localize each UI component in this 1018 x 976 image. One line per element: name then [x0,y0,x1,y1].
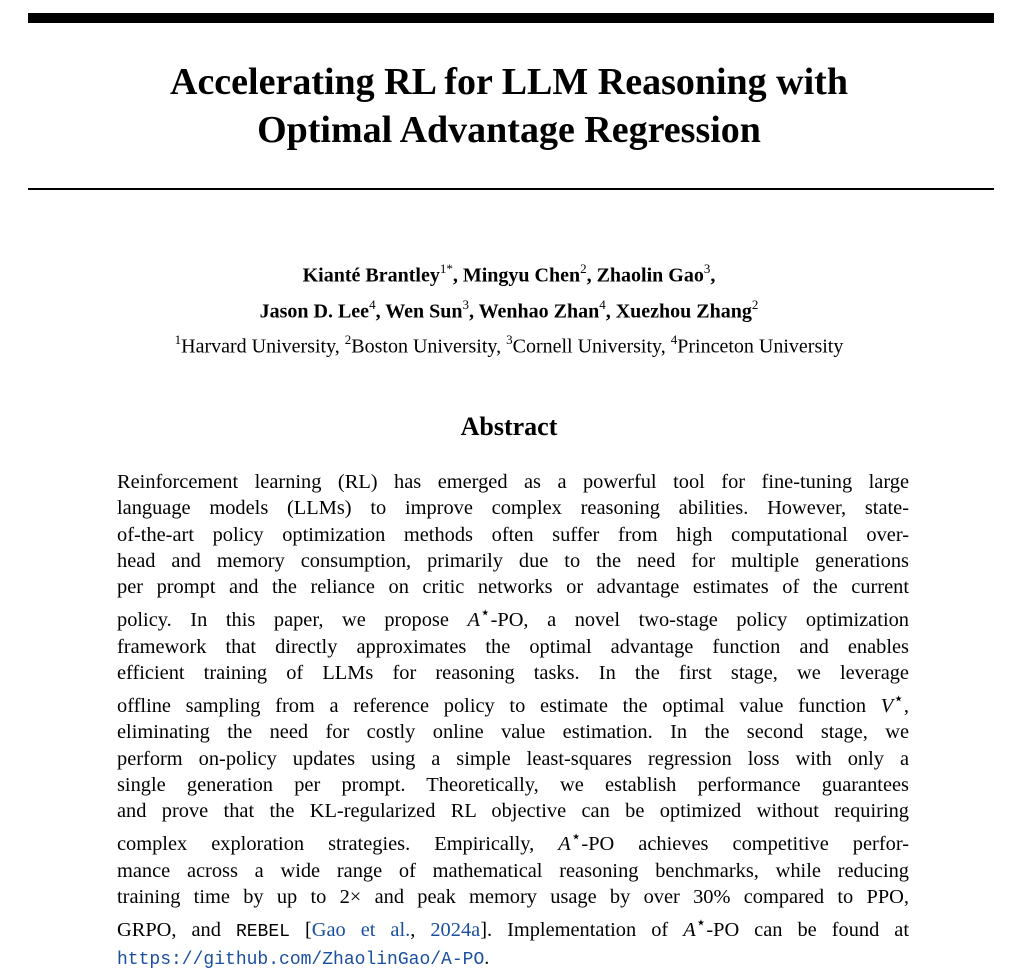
abstract-line [117,945,909,973]
text-run: -PO can be found at [706,918,909,941]
affil-sep: , [334,335,345,358]
abstract-heading: Abstract [460,412,558,441]
author-name: Wen Sun [385,300,463,323]
citation-year-link[interactable]: 2024a [430,918,481,941]
affil-name: Harvard University [181,335,335,358]
author-sup: 2 [580,261,587,276]
author-line-2 [0,291,1018,327]
abstract-line: mance across a wide range of mathematical reasoning benchmarks, while reducing [117,859,909,882]
abstract-line: single generation per prompt. Theoretically, we establish performance guarantees [117,773,909,796]
author-sep: , [710,264,716,287]
abstract-line: of-the-art policy optimization methods often suffer from high computational over- [117,523,909,546]
affil-sep: , [660,335,671,358]
affil-sep: , [496,335,507,358]
math-star: ⋆ [695,913,707,933]
author-sep: , [375,300,386,323]
text-run: ]. Implementation of [480,918,684,941]
rebel-code: REBEL [235,921,290,942]
abstract-line: Reinforcement learning (RL) has emerged as a powerful tool for fine-tuning large [117,471,909,493]
bottom-rule [28,188,994,190]
author-name: Kianté Brantley [302,264,440,287]
citation-author-link[interactable]: Gao et al. [311,918,411,941]
abstract-line [117,910,909,945]
title-line-2: Optimal Advantage Regression [257,109,761,151]
text-run: offline sampling from a reference policy to estimate the optimal value function [117,694,881,717]
abstract-line [117,600,909,633]
abstract-line [117,686,909,719]
math-a: A [683,918,696,941]
math-star: ⋆ [479,603,491,623]
abstract-line: and prove that the KL-regularized RL objective can be optimized without requiring [117,800,909,823]
author-sep: , [452,264,463,287]
author-sup: 3 [703,261,711,276]
author-sup: 3 [462,296,469,312]
author-name: Jason D. Lee [259,300,370,323]
text-run: , [903,694,909,717]
author-sup: 2 [751,296,759,312]
author-sep: , [605,300,616,323]
abstract-line: eliminating the need for costly online value estimation. In the second stage, we [117,721,909,744]
author-name: Zhaolin Gao [596,264,704,287]
affil-name: Princeton University [677,335,844,358]
author-sep: , [468,300,479,323]
text-run: . [484,947,490,970]
text-run: complex exploration strategies. Empirically, [117,833,559,856]
math-v: V [880,694,894,717]
text-run: GRPO, and [117,918,236,941]
author-block [0,255,1018,362]
affil-name: Boston University [351,335,497,358]
abstract-body [117,469,909,974]
affil-sup: 3 [506,332,513,348]
author-sup: 4 [369,296,376,312]
author-name: Xuezhou Zhang [615,300,752,323]
author-name: Mingyu Chen [462,264,581,287]
abstract-line [117,824,909,857]
abstract-line: perform on-policy updates using a simple least-squares regression loss with only a [117,747,909,770]
github-url-link[interactable]: https://github.com/ZhaolinGao/A-PO [117,950,485,971]
abstract-line: training time by up to 2× and peak memory usage by over 30% compared to PPO, [117,885,909,908]
text-run: , [410,918,431,941]
abstract-line: head and memory consumption, primarily due to the need for multiple generations [117,549,909,572]
math-star: ⋆ [893,689,904,709]
paper-title [0,58,1018,154]
affil-sup: 4 [670,332,678,348]
math-star: ⋆ [570,827,582,847]
author-sep: , [586,264,597,287]
abstract-line: efficient training of LLMs for reasoning tasks. In the first stage, we leverage [117,661,909,684]
abstract-line: framework that directly approximates the optimal advantage function and enables [117,635,909,658]
title-line-1: Accelerating RL for LLM Reasoning with [170,61,848,103]
affiliations [0,326,1018,362]
text-run: -PO, a novel two-stage policy optimization [490,609,909,632]
text-run: policy. In this paper, we propose [117,609,468,632]
author-line-1 [0,255,1018,291]
math-a: A [558,833,571,856]
abstract-line: language models (LLMs) to improve complex reasoning abilities. However, state- [117,497,909,520]
author-sup: 1* [439,261,453,276]
math-a: A [467,609,480,632]
abstract-line: per prompt and the reliance on critic networks or advantage estimates of the current [117,576,909,599]
author-sup: 4 [599,296,606,312]
text-run: -PO achieves competitive perfor- [581,833,909,856]
affil-sup: 1 [174,332,182,348]
affil-sup: 2 [344,332,352,348]
text-run: [ [289,918,312,941]
author-name: Wenhao Zhan [478,300,600,323]
top-rule [28,13,994,23]
affil-name: Cornell University [512,335,661,358]
